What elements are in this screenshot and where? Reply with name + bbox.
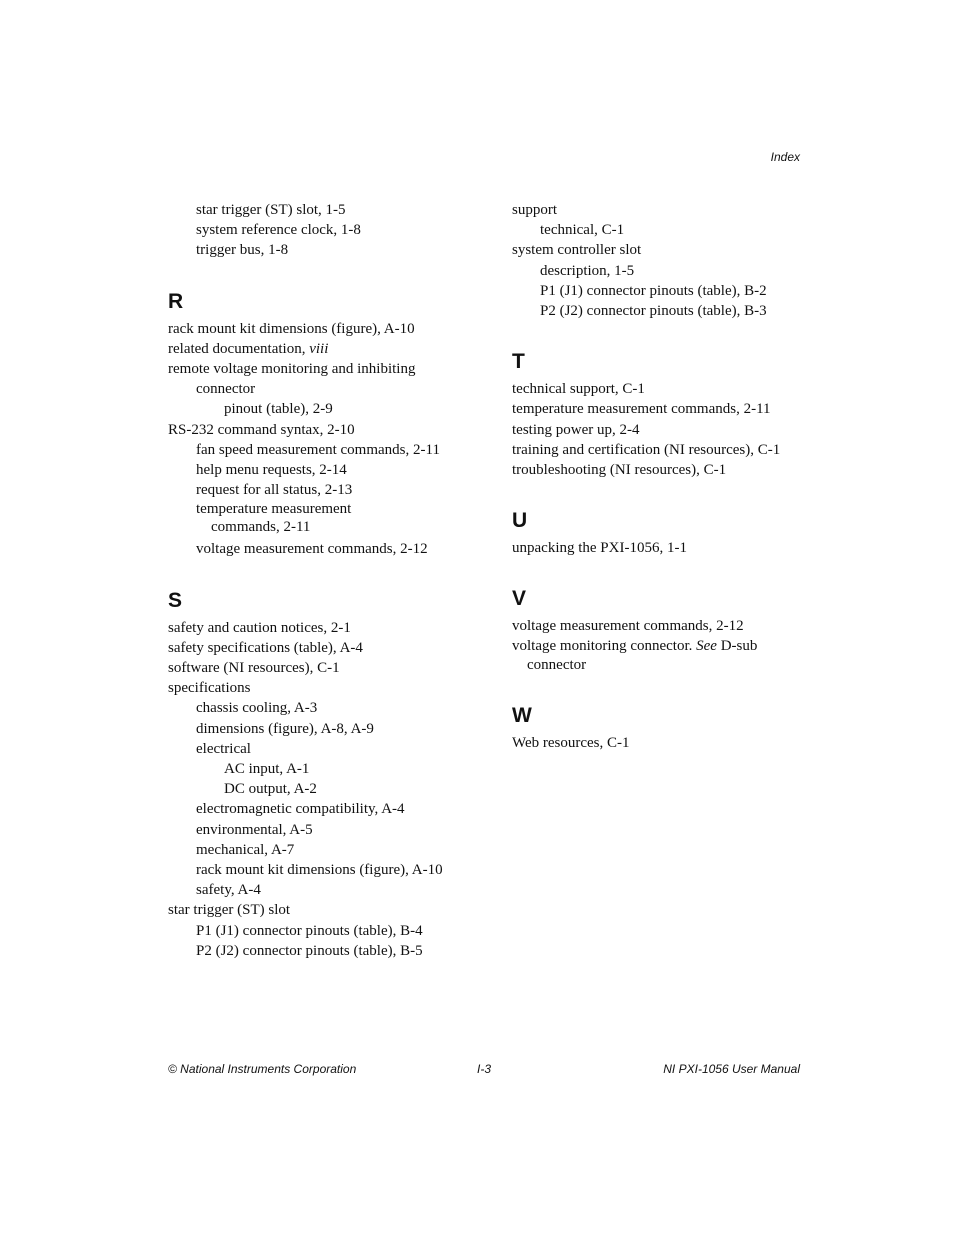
index-entry: star trigger (ST) slot: [168, 902, 291, 919]
index-subentry: P2 (J2) connector pinouts (table), B-5: [196, 942, 423, 959]
section-letter-u: U: [512, 509, 528, 533]
index-subentry: description, 1-5: [540, 262, 635, 279]
index-subsubentry: DC output, A-2: [224, 781, 317, 798]
right-column: [512, 200, 812, 753]
index-entry: support: [512, 202, 557, 218]
index-entry: [512, 637, 812, 656]
section-letter-v: V: [512, 587, 527, 611]
index-entry: system controller slot: [512, 242, 642, 259]
index-subentry: technical, C-1: [540, 222, 625, 239]
manual-title: NI PXI-1056 User Manual: [663, 1062, 800, 1076]
index-entry: RS-232 command syntax, 2-10: [168, 421, 355, 438]
index-entry: training and certification (NI resources), C-1: [512, 441, 781, 458]
index-subentry: request for all status, 2-13: [196, 482, 353, 499]
index-entry: troubleshooting (NI resources), C-1: [512, 462, 727, 479]
index-entry: Web resources, C-1: [512, 734, 630, 751]
index-entry-wrapped: [512, 637, 812, 675]
index-entry: technical support, C-1: [512, 381, 645, 398]
left-column: [168, 200, 488, 961]
footer-copyright: © National Instruments Corporation: [168, 1062, 357, 1076]
section-letter-w: W: [512, 703, 532, 727]
index-subentry: P1 (J1) connector pinouts (table), B-4: [196, 922, 423, 939]
see-reference: See: [696, 637, 717, 654]
index-subentry: dimensions (figure), A-8, A-9: [196, 720, 374, 737]
index-subentry: mechanical, A-7: [196, 841, 295, 858]
index-entry: software (NI resources), C-1: [168, 660, 340, 677]
index-subentry: connector: [196, 381, 256, 398]
wrapped-line: connector: [527, 656, 587, 673]
index-subentry: P1 (J1) connector pinouts (table), B-2: [540, 282, 767, 299]
page-number: I-3: [477, 1062, 492, 1076]
see-target: D-sub: [716, 637, 758, 654]
index-subentry-wrapped: [168, 500, 488, 536]
index-subentry: electromagnetic compatibility, A-4: [196, 801, 405, 818]
index-entry: specifications: [168, 680, 251, 697]
section-letter-s: S: [168, 588, 183, 612]
index-entry: voltage measurement commands, 2-12: [512, 618, 744, 635]
index-subsubentry: AC input, A-1: [224, 761, 310, 778]
section-letter-t: T: [512, 350, 525, 374]
index-subentry: environmental, A-5: [196, 821, 313, 838]
index-subentry: star trigger (ST) slot, 1-5: [196, 202, 346, 218]
index-subentry: help menu requests, 2-14: [196, 462, 347, 479]
index-subentry: voltage measurement commands, 2-12: [196, 541, 428, 558]
entry-text: voltage monitoring connector.: [512, 637, 697, 654]
index-subentry: safety, A-4: [196, 882, 261, 899]
index-subentry: system reference clock, 1-8: [196, 222, 361, 239]
index-subentry: electrical: [196, 740, 251, 757]
wrapped-line: commands, 2-11: [211, 519, 311, 536]
index-entry: testing power up, 2-4: [512, 421, 640, 438]
index-entry: safety specifications (table), A-4: [168, 639, 363, 656]
index-entry: safety and caution notices, 2-1: [168, 619, 351, 636]
index-subentry: fan speed measurement commands, 2-11: [196, 441, 440, 458]
section-letter-r: R: [168, 289, 184, 313]
entry-text: related documentation,: [168, 340, 310, 357]
index-entry: remote voltage monitoring and inhibiting: [168, 361, 416, 378]
index-entry: [168, 339, 488, 359]
index-subentry: chassis cooling, A-3: [196, 700, 318, 717]
index-subentry: temperature measurement: [196, 501, 352, 518]
running-head: Index: [770, 150, 800, 164]
page-reference: viii: [309, 340, 329, 357]
index-subsubentry: pinout (table), 2-9: [224, 401, 333, 418]
index-subentry: trigger bus, 1-8: [196, 242, 289, 259]
index-entry: rack mount kit dimensions (figure), A-10: [168, 320, 415, 337]
index-subentry: rack mount kit dimensions (figure), A-10: [196, 862, 443, 879]
index-subentry: P2 (J2) connector pinouts (table), B-3: [540, 303, 767, 320]
index-entry: unpacking the PXI-1056, 1-1: [512, 540, 687, 557]
index-entry: temperature measurement commands, 2-11: [512, 401, 771, 418]
